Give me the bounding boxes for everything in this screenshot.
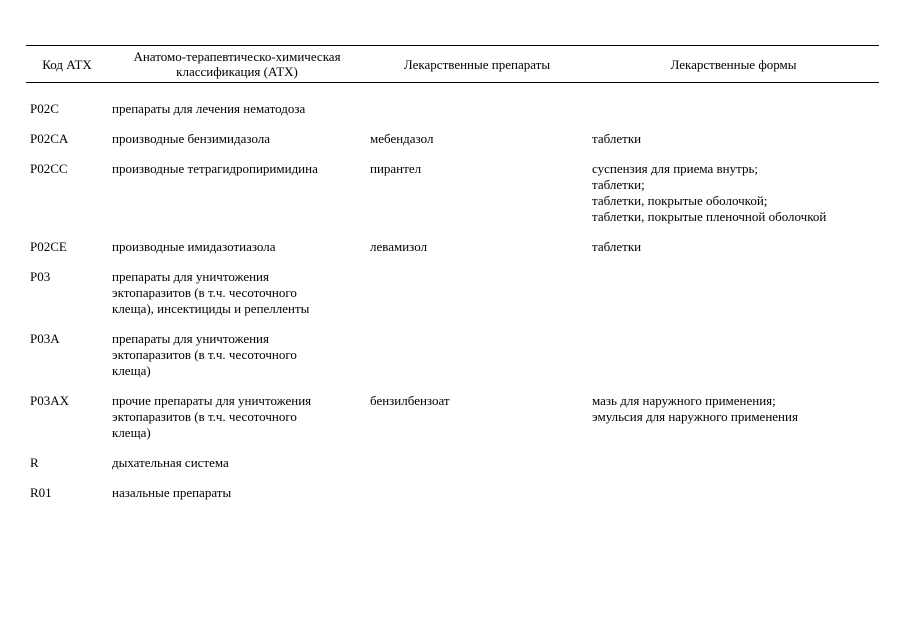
header-row: [26, 46, 879, 83]
row-drug: [366, 269, 588, 317]
table-row: [26, 269, 879, 317]
header-drugs: Лекарственные препараты: [366, 46, 588, 83]
spacer-row: [26, 117, 879, 131]
header-atc: Анатомо-терапевтическо-химическая классификация (АТХ): [108, 46, 366, 83]
row-code: P03: [30, 269, 51, 284]
row-atc: прочие препараты для уничтожения эктопаразитов (в т.ч. чесоточного клеща): [112, 393, 312, 440]
row-forms: [588, 101, 879, 117]
table-row: [26, 131, 879, 147]
row-code: P02C: [30, 101, 59, 116]
row-drug: [366, 455, 588, 471]
spacer-row: [26, 225, 879, 239]
spacer-row: [26, 317, 879, 331]
row-atc: препараты для уничтожения эктопаразитов (в т.ч. чесоточного клеща), инсектициды и репелленты: [112, 269, 310, 316]
spacer-row: [26, 255, 879, 269]
spacer-row: [26, 471, 879, 485]
row-code: P02CE: [30, 239, 67, 254]
spacer-row: [26, 147, 879, 161]
row-atc: назальные препараты: [112, 485, 232, 500]
row-atc: производные имидазотиазола: [112, 239, 276, 254]
row-code: P03AX: [30, 393, 70, 408]
row-forms: таблетки: [592, 131, 642, 146]
table-row: [26, 455, 879, 471]
row-drug: [366, 101, 588, 117]
table-body: [26, 83, 879, 502]
spacer-row: [26, 441, 879, 455]
row-atc: дыхательная система: [112, 455, 229, 470]
row-forms: суспензия для приема внутрь; таблетки; таблетки, покрытые оболочкой; таблетки, покрытые пленочной оболочкой: [592, 161, 827, 224]
table-row: [26, 101, 879, 117]
row-drug: пирантел: [370, 161, 422, 176]
row-code: P03A: [30, 331, 60, 346]
row-forms: таблетки: [592, 239, 642, 254]
row-forms: [588, 455, 879, 471]
table-header: [26, 46, 879, 83]
atc-table: [26, 45, 879, 501]
row-drug: [366, 331, 588, 379]
table-row: [26, 161, 879, 225]
row-forms: мазь для наружного применения; эмульсия для наружного применения: [592, 393, 798, 424]
row-atc: производные тетрагидропиримидина: [112, 161, 318, 176]
row-atc: препараты для уничтожения эктопаразитов (в т.ч. чесоточного клеща): [112, 331, 297, 378]
row-drug: левамизол: [370, 239, 428, 254]
table-row: [26, 393, 879, 441]
row-drug: бензилбензоат: [370, 393, 450, 408]
table-row: [26, 331, 879, 379]
row-atc: производные бензимидазола: [112, 131, 271, 146]
row-forms: [588, 331, 879, 379]
table-row: [26, 485, 879, 501]
row-code: R01: [30, 485, 52, 500]
spacer-row: [26, 379, 879, 393]
row-forms: [588, 485, 879, 501]
spacer-row: [26, 83, 879, 98]
row-forms: [588, 269, 879, 317]
row-code: P02CC: [30, 161, 68, 176]
row-drug: мебендазол: [370, 131, 434, 146]
header-forms: Лекарственные формы: [588, 46, 879, 83]
header-code: Код АТХ: [26, 46, 108, 83]
row-code: R: [30, 455, 39, 470]
row-drug: [366, 485, 588, 501]
row-code: P02CA: [30, 131, 69, 146]
row-atc: препараты для лечения нематодоза: [112, 101, 306, 116]
table-row: [26, 239, 879, 255]
